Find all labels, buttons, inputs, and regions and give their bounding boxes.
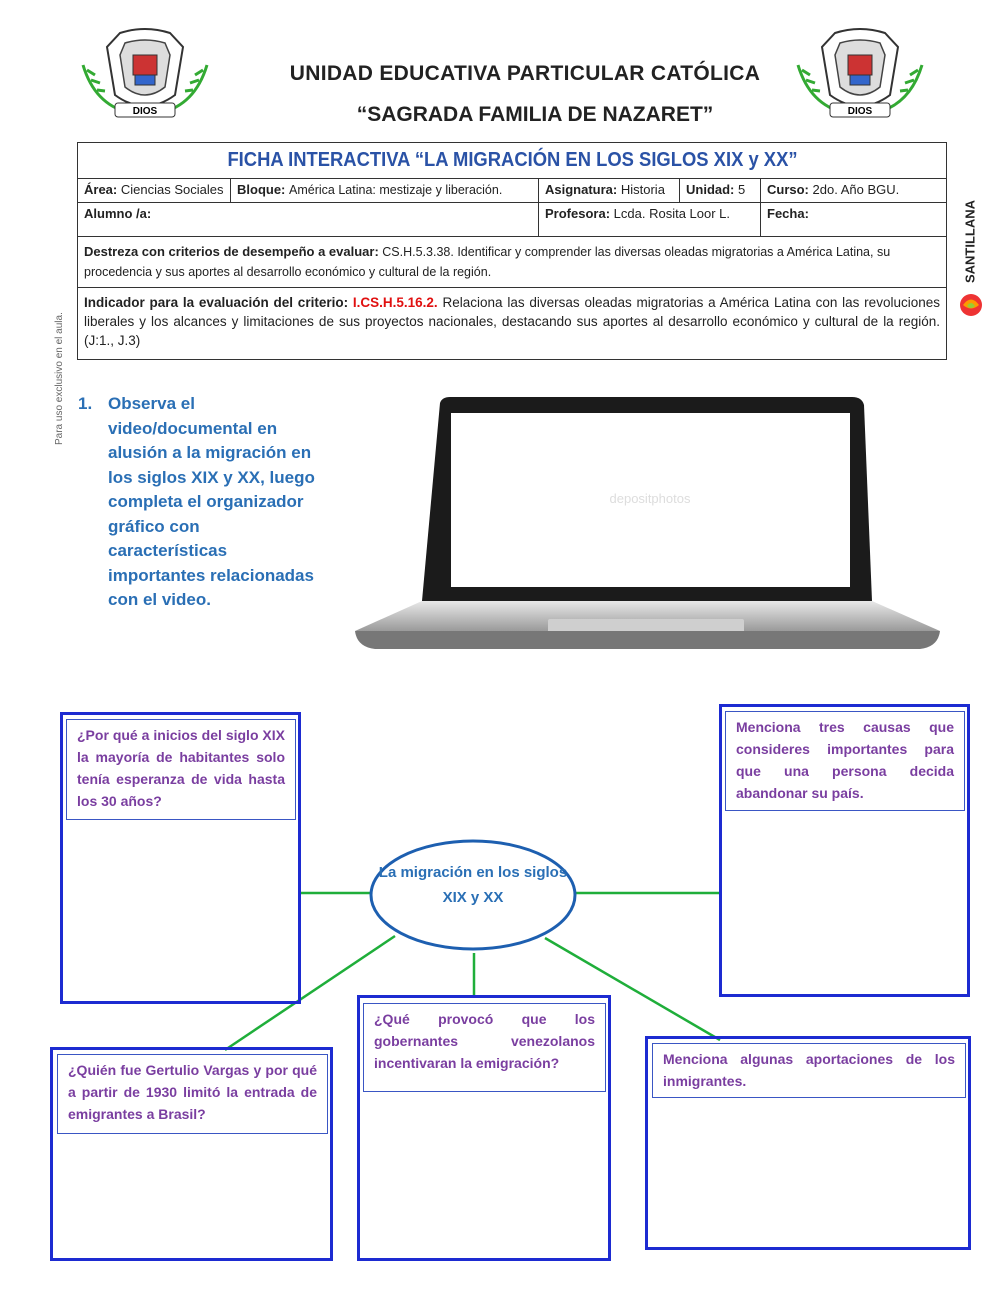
santillana-wordmark: SANTILLANA <box>962 199 978 284</box>
destreza-text: CS.H.5.3.38. Identificar y comprender las diversas oleadas migratorias a América Latina, su procedencia y sus aportes al desarrollo económico y cultural de la región. <box>84 245 891 279</box>
unidad-label: Unidad: <box>686 182 735 197</box>
curso-value: 2do. Año BGU. <box>812 182 900 197</box>
side-note: Para uso exclusivo en el aula. <box>54 312 65 445</box>
question-bottom-left: ¿Quién fue Gertulio Vargas y por qué a partir de 1930 limitó la entrada de emigrantes a Brasil? <box>57 1054 328 1134</box>
question-bottom-right: Menciona algunas aportaciones de los inmigrantes. <box>652 1043 966 1098</box>
watermark-text: depositphotos <box>609 491 691 506</box>
question-bottom-center: ¿Qué provocó que los gobernantes venezolanos incentivaran la emigración? <box>363 1003 606 1092</box>
crest-motto: DIOS <box>132 106 158 117</box>
area-label: Área: <box>84 182 118 197</box>
indicador-text: Relaciona las diversas oleadas migratorias a América Latina con las revoluciones liberales y los alcances y limitaciones de sus proyectos nacionales, destacando sus aportes al desarrollo económico y cultural de la región. (J:1., J.3) <box>84 295 940 348</box>
indicador-label: Indicador para la evaluación del criterio: <box>84 295 349 310</box>
school-name: UNIDAD EDUCATIVA PARTICULAR CATÓLICA <box>289 62 761 85</box>
profesora-value: Lcda. Rosita Loor L. <box>613 206 731 221</box>
area-value: Ciencias Sociales <box>120 182 224 197</box>
worksheet-title: FICHA INTERACTIVA “LA MIGRACIÓN EN LOS SIGLOS XIX y XX” <box>112 143 911 179</box>
central-topic: La migración en los siglos XIX y XX <box>378 864 568 906</box>
destreza-label: Destreza con criterios de desempeño a evaluar: <box>84 244 379 259</box>
indicador-code: I.CS.H.5.16.2. <box>352 295 438 310</box>
alumno-label: Alumno /a: <box>84 206 152 221</box>
asignatura-label: Asignatura: <box>545 182 618 197</box>
activity-text: Observa el video/documental en alusión a la migración en los siglos XIX y XX, luego completa el organizador gráfico con características importantes relacionadas con el video. <box>108 394 315 609</box>
crest-motto: DIOS <box>847 106 873 117</box>
bloque-value: América Latina: mestizaje y liberación. <box>289 183 503 197</box>
bloque-label: Bloque: <box>237 182 286 197</box>
fecha-label: Fecha: <box>767 206 809 221</box>
question-top-left: ¿Por qué a inicios del siglo XIX la mayoría de habitantes solo tenía esperanza de vida hasta los 30 años? <box>66 719 296 820</box>
profesora-label: Profesora: <box>545 206 611 221</box>
school-subtitle: “SAGRADA FAMILIA DE NAZARET” <box>356 103 714 126</box>
activity-number: 1. <box>78 394 93 413</box>
curso-label: Curso: <box>767 182 809 197</box>
question-top-right: Menciona tres causas que consideres importantes para que una persona decida abandonar su país. <box>725 711 965 811</box>
asignatura-value: Historia <box>620 182 665 197</box>
unidad-value: 5 <box>738 182 746 197</box>
